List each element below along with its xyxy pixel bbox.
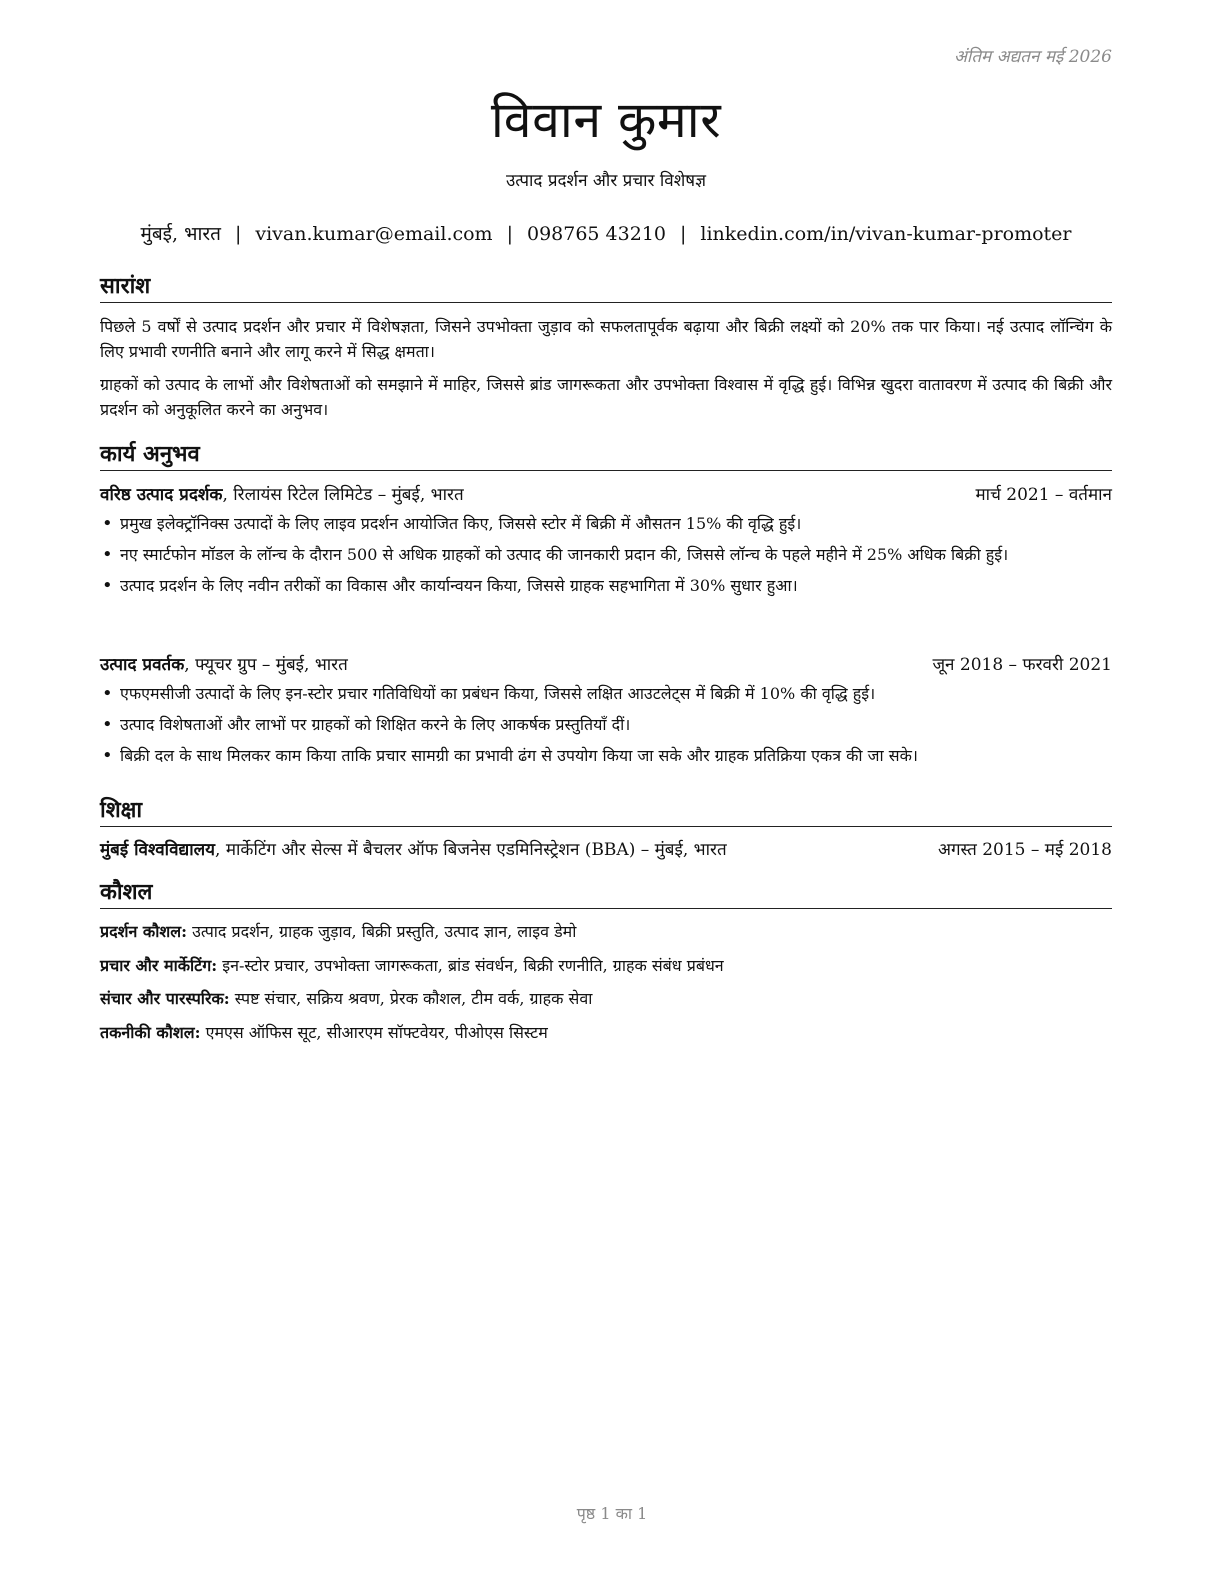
job-bullets (100, 511, 1112, 604)
job-dates: जून 2018 – फरवरी 2021 (932, 655, 1112, 675)
separator: | (506, 223, 513, 245)
phone: 098765 43210 (526, 223, 666, 245)
skill-label: संचार और पारस्परिक: (100, 989, 230, 1008)
candidate-title: उत्पाद प्रदर्शन और प्रचार विशेषज्ञ (505, 171, 707, 191)
list-item: • उत्पाद प्रदर्शन के लिए नवीन तरीकों का विकास और कार्यान्वयन किया, जिससे ग्राहक सहभागिता में 30% सुधार हुआ। (100, 573, 1112, 598)
skill-label: तकनीकी कौशल: (100, 1023, 201, 1042)
list-item: • नए स्मार्टफोन मॉडल के लॉन्च के दौरान 500 से अधिक ग्राहकों को उत्पाद की जानकारी प्रदान की, जिससे लॉन्च के पहले महीने में 25% अधिक बिक्री हुई। (100, 542, 1112, 567)
skill-value: एमएस ऑफिस सूट, सीआरएम सॉफ्टवेयर, पीओएस सिस्टम (200, 1023, 548, 1042)
education-dates: अगस्त 2015 – मई 2018 (937, 840, 1112, 860)
list-item: • एफएमसीजी उत्पादों के लिए इन-स्टोर प्रचार गतिविधियों का प्रबंधन किया, जिससे लक्षित आउटलेट्स में बिक्री में 10% की वृद्धि हुई। (100, 681, 1112, 706)
summary-paragraph-1: पिछले 5 वर्षों से उत्पाद प्रदर्शन और प्रचार में विशेषज्ञता, जिसने उपभोक्ता जुड़ाव को सफलतापूर्वक बढ़ाया और बिक्री लक्ष्यों को 20% तक पार किया। नई उत्पाद लॉन्चिंग के लिए प्रभावी रणनीति बनाने और लागू करने में सिद्ध क्षमता। (100, 317, 1112, 361)
skill-line (100, 954, 1112, 976)
skill-value: इन-स्टोर प्रचार, उपभोक्ता जागरूकता, ब्रांड संवर्धन, बिक्री रणनीति, ग्राहक संबंध प्रबंधन (217, 956, 724, 975)
job-header (100, 482, 1112, 505)
location: मुंबई, भारत (140, 223, 221, 245)
skill-label: प्रचार और मार्केटिंग: (100, 956, 218, 975)
separator: | (234, 223, 242, 245)
job-dates: मार्च 2021 – वर्तमान (975, 485, 1112, 505)
skill-line (100, 920, 1112, 942)
separator: | (680, 223, 687, 245)
section-title-summary: सारांश (100, 270, 1112, 303)
job-role: उत्पाद प्रवर्तक (100, 655, 185, 675)
skill-line (100, 1021, 1112, 1043)
education-school-degree (100, 837, 727, 860)
skill-value: स्पष्ट संचार, सक्रिय श्रवण, प्रेरक कौशल, टीम वर्क, ग्राहक सेवा (229, 989, 593, 1008)
job-role-org (100, 652, 348, 675)
skill-label: प्रदर्शन कौशल: (100, 922, 187, 941)
candidate-name: विवान कुमार (490, 91, 722, 149)
education-entry (100, 837, 1112, 860)
list-item: • प्रमुख इलेक्ट्रॉनिक्स उत्पादों के लिए लाइव प्रदर्शन आयोजित किए, जिससे स्टोर में बिक्री में औसतन 15% की वृद्धि हुई। (100, 511, 1112, 536)
section-title-education: शिक्षा (100, 794, 1112, 827)
linkedin-link[interactable]: linkedin.com/in/vivan-kumar-promoter (700, 223, 1072, 245)
last-updated: अंतिम अद्यतन मई 2026 (953, 47, 1112, 67)
section-title-skills: कौशल (100, 876, 1112, 909)
job-role: वरिष्ठ उत्पाद प्रदर्शक (100, 485, 223, 505)
list-item: • उत्पाद विशेषताओं और लाभों पर ग्राहकों को शिक्षित करने के लिए आकर्षक प्रस्तुतियाँ दीं। (100, 712, 1112, 737)
email-link[interactable]: vivan.kumar@email.com (255, 223, 493, 245)
job-org: , फ्यूचर ग्रुप – मुंबई, भारत (184, 655, 348, 675)
degree: , मार्केटिंग और सेल्स में बैचलर ऑफ बिजनेस एडमिनिस्ट्रेशन (BBA) – मुंबई, भारत (215, 840, 727, 860)
job-header (100, 652, 1112, 675)
job-org: , रिलायंस रिटेल लिमिटेड – मुंबई, भारत (222, 485, 464, 505)
page-number: पृष्ठ 1 का 1 (576, 1504, 648, 1523)
contact-line (100, 220, 1112, 246)
job-bullets (100, 681, 1112, 774)
job-role-org (100, 482, 464, 505)
list-item: • बिक्री दल के साथ मिलकर काम किया ताकि प्रचार सामग्री का प्रभावी ढंग से उपयोग किया जा सके और ग्राहक प्रतिक्रिया एकत्र की जा सके। (100, 743, 1112, 768)
skill-value: उत्पाद प्रदर्शन, ग्राहक जुड़ाव, बिक्री प्रस्तुति, उत्पाद ज्ञान, लाइव डेमो (187, 922, 577, 941)
section-title-experience: कार्य अनुभव (100, 438, 1112, 471)
skill-line (100, 987, 1112, 1009)
school-name: मुंबई विश्वविद्यालय (100, 840, 216, 860)
summary-paragraph-2: ग्राहकों को उत्पाद के लाभों और विशेषताओं को समझाने में माहिर, जिससे ब्रांड जागरूकता और उपभोक्ता विश्वास में वृद्धि हुई। विभिन्न खुदरा वातावरण में उत्पाद की बिक्री और प्रदर्शन को अनुकूलित करने का अनुभव। (100, 375, 1112, 419)
